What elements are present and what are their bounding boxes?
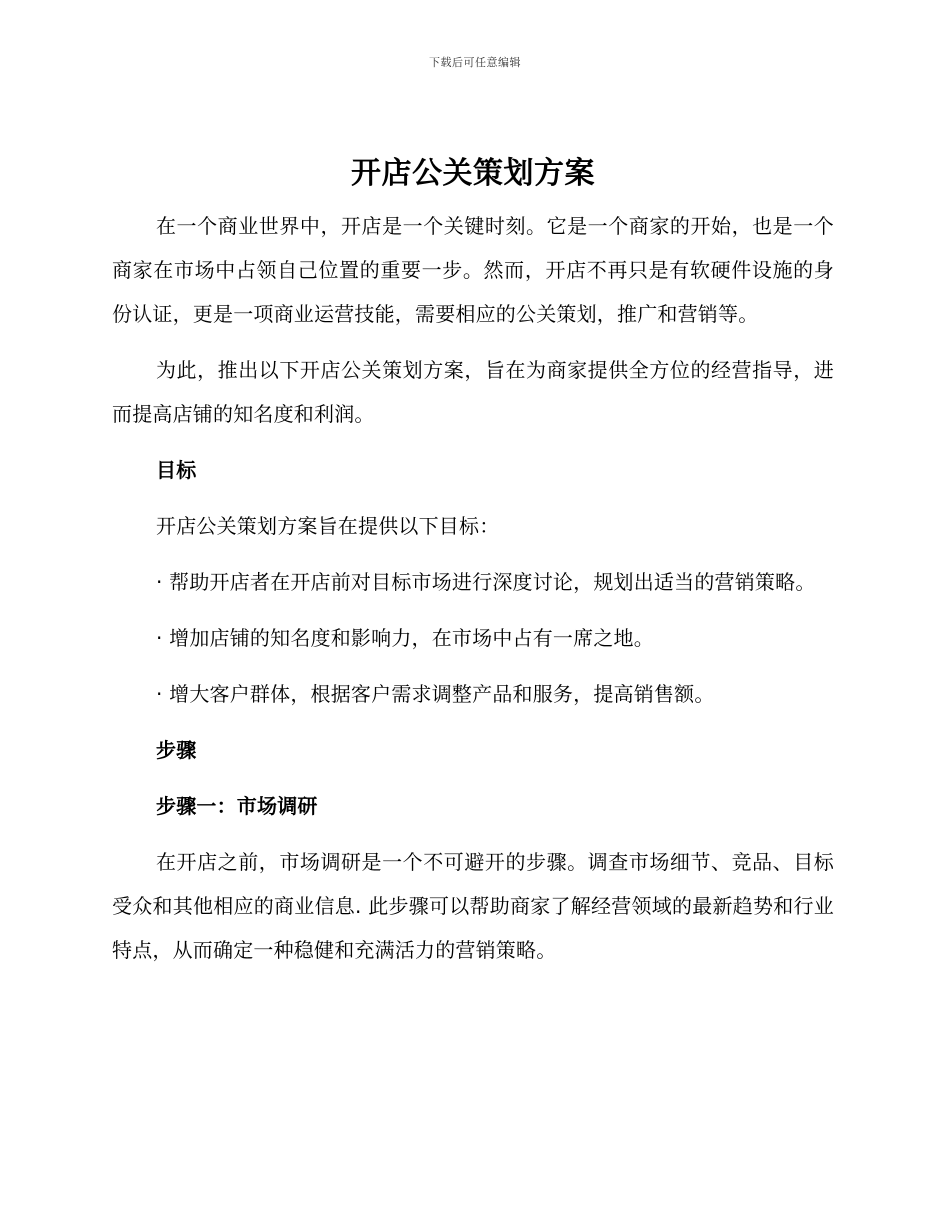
step1-heading: 步骤一：市场调研: [156, 794, 318, 818]
document-title: 开店公关策划方案: [351, 156, 595, 191]
step1-paragraph: 在开店之前，市场调研是一个不可避开的步骤。调查市场细节、竞品、目标受众和其他相应的商业信息. 此步骤可以帮助商家了解经营领域的最新趋势和行业特点，从而确定一种稳健和充满活力的营销策略。: [112, 850, 834, 962]
goal-item-1: · 帮助开店者在开店前对目标市场进行深度讨论，规划出适当的营销策略。: [156, 570, 816, 594]
intro-paragraph-2: 为此，推出以下开店公关策划方案，旨在为商家提供全方位的经营指导，进而提高店铺的知名度和利润。: [112, 358, 834, 426]
goals-intro: 开店公关策划方案旨在提供以下目标：: [156, 514, 500, 538]
intro-paragraph-1: 在一个商业世界中，开店是一个关键时刻。它是一个商家的开始，也是一个商家在市场中占领自己位置的重要一步。然而，开店不再只是有软硬件设施的身份认证，更是一项商业运营技能，需要相应的公关策划，推广和营销等。: [112, 214, 834, 326]
goal-item-3: · 增大客户群体，根据客户需求调整产品和服务，提高销售额。: [156, 682, 715, 706]
goal-item-2: · 增加店铺的知名度和影响力，在市场中占有一席之地。: [156, 626, 654, 650]
goals-heading: 目标: [156, 458, 197, 482]
steps-heading: 步骤: [156, 738, 197, 762]
page-header-note: 下载后可任意编辑: [429, 56, 521, 69]
document-body: [112, 150, 834, 984]
